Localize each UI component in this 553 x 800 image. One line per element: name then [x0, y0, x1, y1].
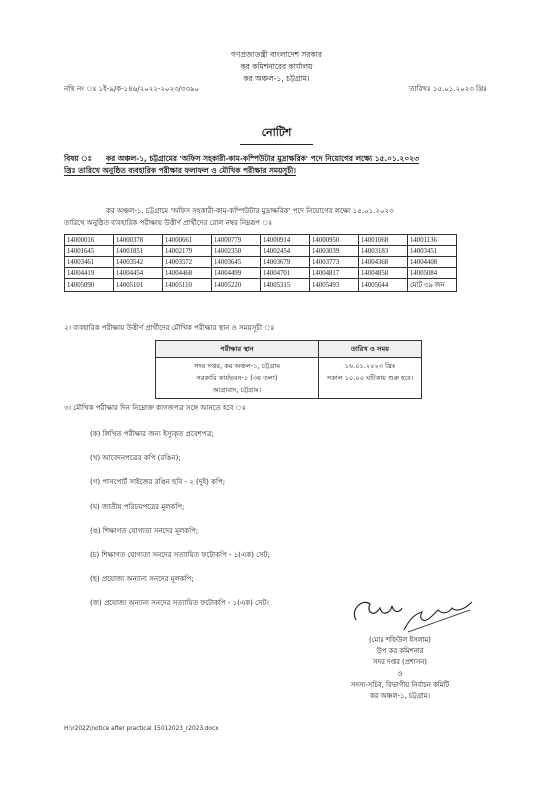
subject-line-1: কর অঞ্চল-১, চট্টগ্রামের 'অফিস সহকারী-কাম-কম্পিউটার মুদ্রাক্ষরিক' পদে নিয়োগের লক্ষ্যে ১৫.০১.২০২৩: [106, 154, 419, 163]
document-item: (ঘ) জাতীয় পরিচয়পত্রের মূলকপি;: [90, 502, 185, 511]
venue-table: [155, 340, 422, 399]
roll-cell: 14003773: [310, 257, 359, 268]
section-2-heading: ২। ব্যবহারিক পরীক্ষায় উত্তীর্ণ প্রার্থীদের মৌখিক পরীক্ষার স্থান ও সময়সূচী ঃ: [64, 324, 275, 332]
document-list: [90, 428, 270, 622]
roll-cell: 14005110: [163, 279, 212, 292]
roll-row: [65, 235, 457, 246]
office-header: কর কমিশনারের কার্যালয়: [240, 62, 313, 71]
roll-cell: 14000378: [114, 235, 163, 246]
signatory-role: সদস্য-সচিব, বিভাগীয় নির্বাচন কমিটি: [350, 680, 450, 689]
roll-cell: 14005084: [408, 268, 457, 279]
subject: [64, 153, 484, 177]
roll-cell: 14004368: [359, 257, 408, 268]
roll-cell: 14003542: [114, 257, 163, 268]
roll-cell: 14005090: [65, 279, 114, 292]
venue-time-line: ১৬.০১.২০২৩ খ্রিঃ: [344, 362, 396, 370]
roll-cell: মোট ৩৯ জন: [408, 279, 457, 292]
roll-cell: 14005644: [359, 279, 408, 292]
venue-place-line: সদর দপ্তর, কর অঞ্চল-১, চট্টগ্রাম: [193, 362, 281, 370]
roll-cell: 14003451: [408, 246, 457, 257]
zone-header: কর অঞ্চল-১, চট্টগ্রাম।: [243, 74, 310, 83]
roll-cell: 14001136: [408, 235, 457, 246]
venue-time-cell: [319, 358, 422, 399]
roll-cell: 14003039: [310, 246, 359, 257]
roll-cell: 14004499: [212, 268, 261, 279]
roll-cell: 14000950: [310, 235, 359, 246]
document-item: (ঙ) শিক্ষাগত যোগ্যতা সনদের মূলকপি;: [90, 526, 199, 535]
signature-block: [300, 635, 500, 702]
subject-label: বিষয় ঃ: [64, 154, 92, 163]
govt-header: গণপ্রজাতন্ত্রী বাংলাদেশ সরকার: [230, 50, 323, 59]
roll-row: [65, 257, 457, 268]
venue-header-place: পরীক্ষার স্থান: [156, 341, 319, 358]
roll-cell: 14004858: [359, 268, 408, 279]
roll-cell: 14004817: [310, 268, 359, 279]
document-item: (খ) আবেদনপত্রের কপি (রঙিন);: [90, 454, 181, 463]
roll-cell: 14002454: [261, 246, 310, 257]
memo-number: নথি নং ঃ ১ই-৯/ক-১৪৬/২০২২-২০২৩/৩৩৯০: [64, 85, 200, 93]
section-3-heading: ৩। মৌখিক পরীক্ষার দিন নিম্নোক্ত কাগজপত্র সঙ্গে আনতে হবে ঃ: [64, 404, 246, 412]
roll-cell: 14003645: [212, 257, 261, 268]
file-path: H:\r2022\notice after practical 15012023_r2023.docx: [64, 726, 219, 732]
notice-date: তারিখঃ ১৫.০১.২০২৩ খ্রিঃ: [409, 85, 487, 93]
intro-line-2: তারিখে অনুষ্ঠিত ব্যবহারিক পরীক্ষায় উত্তীর্ণ প্রার্থীদের রোল নম্বর নিম্নরূপ ঃ: [64, 219, 273, 227]
roll-row: [65, 279, 457, 292]
roll-cell: 14005315: [261, 279, 310, 292]
signatory-conjunction: ও: [397, 669, 403, 678]
intro-line-1: কর অঞ্চল-১, চট্টগ্রামে 'অফিস সহকারী-কাম-কম্পিউটার মুদ্রাক্ষরিক' পদে নিয়োগের লক্ষ্যে ১৫.০১.২০২৩: [106, 207, 394, 215]
document-item: (গ) পাসপোর্ট সাইজের রঙিন ছবি - ২ (দুই) কপি;: [90, 478, 226, 487]
intro-paragraph: [64, 205, 484, 229]
document-item: (ছ) প্রযোজ্য অন্যান্য সনদের মূলকপি;: [90, 575, 194, 584]
subject-line-2: খ্রিঃ তারিখে অনুষ্ঠিত ব্যবহারিক পরীক্ষার ফলাফল ও মৌখিক পরীক্ষার সময়সূচী।: [64, 166, 296, 175]
roll-row: [65, 246, 457, 257]
roll-cell: 14005220: [212, 279, 261, 292]
venue-place-cell: [156, 358, 319, 399]
roll-number-table: [64, 234, 457, 292]
roll-cell: 14003572: [163, 257, 212, 268]
document-item: (ক) লিখিত পরীক্ষার জন্য ইস্যুকৃত প্রবেশপত্র;: [90, 430, 214, 438]
roll-cell: 14002179: [163, 246, 212, 257]
page-title: নোটিশ: [240, 124, 313, 145]
venue-header-time: তারিখ ও সময়: [319, 341, 422, 358]
signatory-zone: কর অঞ্চল-১, চট্টগ্রাম।: [370, 692, 430, 701]
roll-cell: 14001068: [359, 235, 408, 246]
roll-cell: 14005493: [310, 279, 359, 292]
handwritten-signature: [348, 590, 478, 635]
roll-cell: 14000779: [212, 235, 261, 246]
roll-cell: 14003461: [65, 257, 114, 268]
roll-cell: 14003183: [359, 246, 408, 257]
document-item: (চ) শিক্ষাগত যোগ্যতা সনদের সত্যায়িত ফটোকপি - ১(এক) সেট;: [90, 550, 270, 559]
roll-cell: 14001645: [65, 246, 114, 257]
venue-time-line: সকাল ১০.০০ ঘটিকায় শুরু হবে।: [326, 374, 414, 382]
signatory-designation: উপ কর কমিশনার: [376, 647, 424, 656]
document-item: (জ) প্রযোজ্য অন্যান্য সনদের সত্যায়িত ফটোকপি - ১(এক) সেট।: [90, 599, 269, 608]
roll-cell: 14004701: [261, 268, 310, 279]
signatory-office: সদর দপ্তর (প্রশাসন): [373, 658, 427, 667]
venue-place-line: আগ্রাবাদ, চট্টগ্রাম।: [212, 386, 262, 394]
roll-cell: 14004419: [65, 268, 114, 279]
roll-row: [65, 268, 457, 279]
roll-cell: 14000914: [261, 235, 310, 246]
roll-cell: 14000016: [65, 235, 114, 246]
roll-cell: 14000661: [163, 235, 212, 246]
roll-cell: 14003679: [261, 257, 310, 268]
roll-cell: 14004454: [114, 268, 163, 279]
signatory-name: (মোঃ শফিউল ইসলাম): [369, 636, 431, 644]
roll-cell: 14004408: [408, 257, 457, 268]
roll-cell: 14004468: [163, 268, 212, 279]
roll-cell: 14002350: [212, 246, 261, 257]
roll-cell: 14001851: [114, 246, 163, 257]
roll-cell: 14005101: [114, 279, 163, 292]
venue-place-line: সরকারি কার্যভবন-১ (৩য় তলা): [196, 374, 278, 382]
